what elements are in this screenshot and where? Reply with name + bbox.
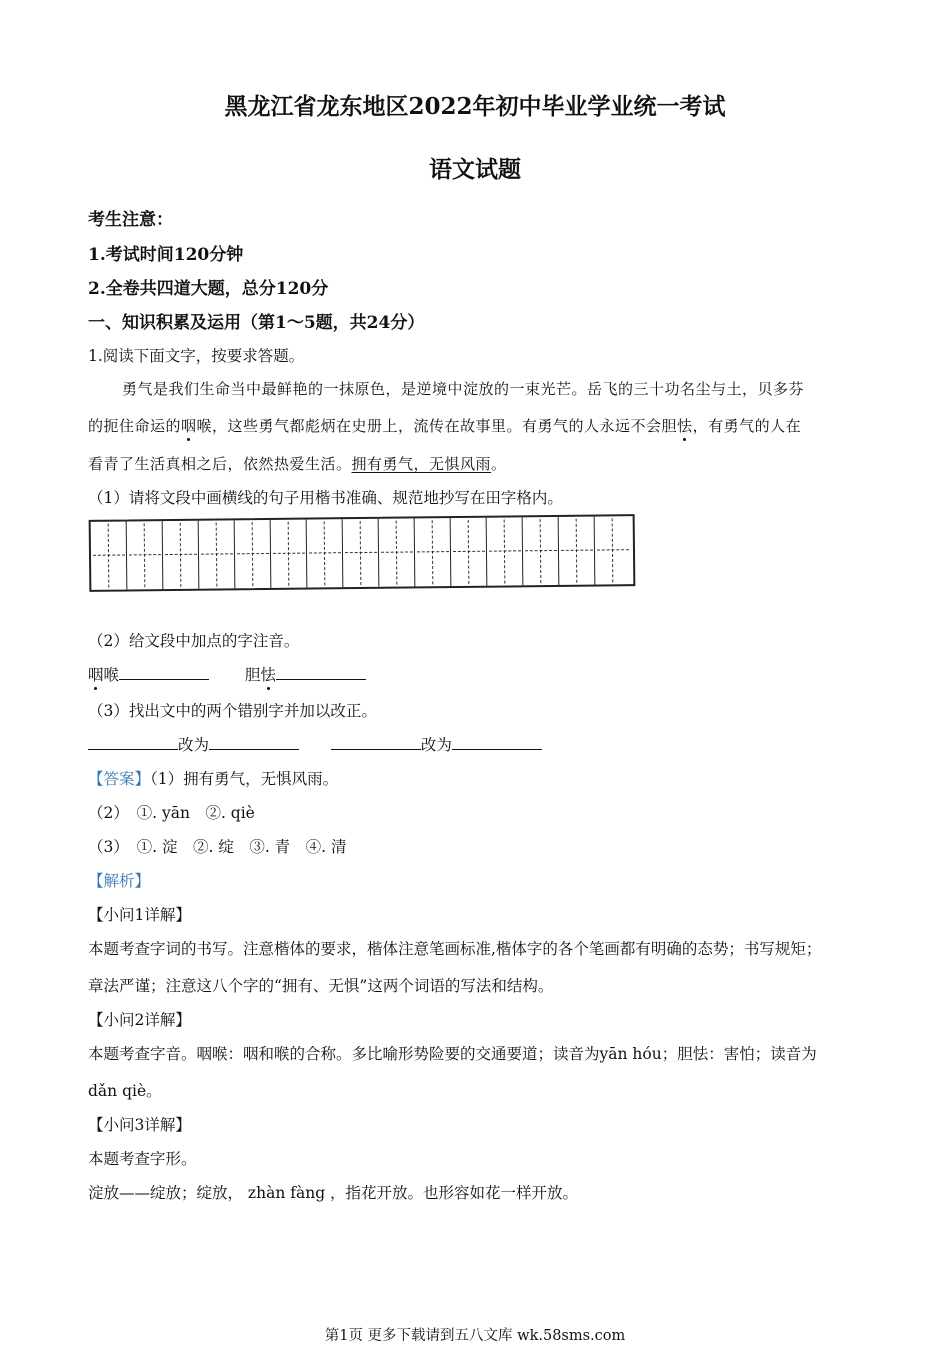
correct-char-blank-1[interactable] [209, 735, 299, 750]
section-heading-1: 一、知识积累及运用（第1～5题，共24分） [88, 313, 425, 333]
detail-heading-3: 【小问3详解】 [88, 1116, 191, 1134]
detail-3-line-2: 淀放——绽放；绽放， zhàn fàng ，指花开放。也形容如花一样开放。 [88, 1184, 579, 1202]
notice-item-2: 2.全卷共四道大题，总分120分 [88, 279, 329, 299]
passage-line-2: 的扼住命运的咽喉，这些勇气都彪炳在史册上，流传在故事里。有勇气的人永远不会胆怯，有勇气的人在 [88, 417, 802, 435]
answer-row-1: 【答案】（1）拥有勇气，无惧风雨。 [88, 770, 339, 788]
sub-question-2: （2）给文段中加点的字注音。 [88, 632, 300, 650]
wrong-char-blank-1[interactable] [88, 735, 178, 750]
question-1-stem: 1.阅读下面文字，按要求答题。 [88, 347, 305, 365]
answer-blank-yanhou[interactable] [119, 665, 209, 680]
notice-item-1: 1.考试时间120分钟 [88, 245, 244, 265]
dotted-char-qie-2: 怯 [260, 663, 276, 685]
detail-2-line-2: dǎn qiè。 [88, 1082, 162, 1100]
answer-label: 【答案】 [88, 770, 151, 788]
detail-3-line-1: 本题考查字形。 [88, 1150, 197, 1168]
exam-title: 黑龙江省龙东地区2022年初中毕业学业统一考试 [224, 93, 726, 120]
passage-line-3: 看青了生活真相之后，依然热爱生活。拥有勇气，无惧风雨。 [88, 455, 507, 473]
correction-blanks-row: 改为 改为 [88, 733, 542, 755]
detail-1-line-2: 章法严谨；注意这八个字的“拥有、无惧”这两个词语的写法和结构。 [88, 977, 554, 995]
sub-question-1: （1）请将文段中画横线的句子用楷书准确、规范地抄写在田字格内。 [88, 489, 563, 507]
notice-heading: 考生注意： [88, 210, 173, 230]
tianzige-grid [89, 514, 636, 592]
detail-heading-2: 【小问2详解】 [88, 1011, 191, 1029]
detail-heading-1: 【小问1详解】 [88, 906, 191, 924]
analysis-label: 【解析】 [88, 872, 151, 890]
passage-line-1: 勇气是我们生命当中最鲜艳的一抹原色，是逆境中淀放的一束光芒。岳飞的三十功名尘与土，贝多芬 [122, 380, 805, 398]
pinyin-blanks-row: 咽喉 胆怯 [88, 663, 366, 685]
underlined-sentence: 拥有勇气，无惧风雨 [351, 455, 492, 473]
exam-subtitle: 语文试题 [429, 156, 521, 183]
dotted-char-qie: 怯 [677, 417, 693, 435]
page-footer: 第1页 更多下载请到五八文库 wk.58sms.com [324, 1328, 626, 1344]
correct-char-blank-2[interactable] [452, 735, 542, 750]
detail-1-line-1: 本题考查字词的书写。注意楷体的要求，楷体注意笔画标准,楷体字的各个笔画都有明确的态势；书写规矩； [88, 940, 822, 958]
answer-row-3: （3） ①. 淀 ②. 绽 ③. 青 ④. 清 [88, 838, 347, 856]
detail-2-line-1: 本题考查字音。咽喉：咽和喉的合称。多比喻形势险要的交通要道；读音为yān hóu；胆怯：害怕；读音为 [88, 1045, 817, 1063]
wrong-char-blank-2[interactable] [331, 735, 421, 750]
answer-row-2: （2） ①. yān ②. qiè [88, 804, 255, 822]
sub-question-3: （3）找出文中的两个错别字并加以改正。 [88, 702, 377, 720]
dotted-char-yan-2: 咽 [88, 663, 104, 685]
answer-blank-danqie[interactable] [276, 665, 366, 680]
dotted-char-yan: 咽 [181, 417, 197, 435]
